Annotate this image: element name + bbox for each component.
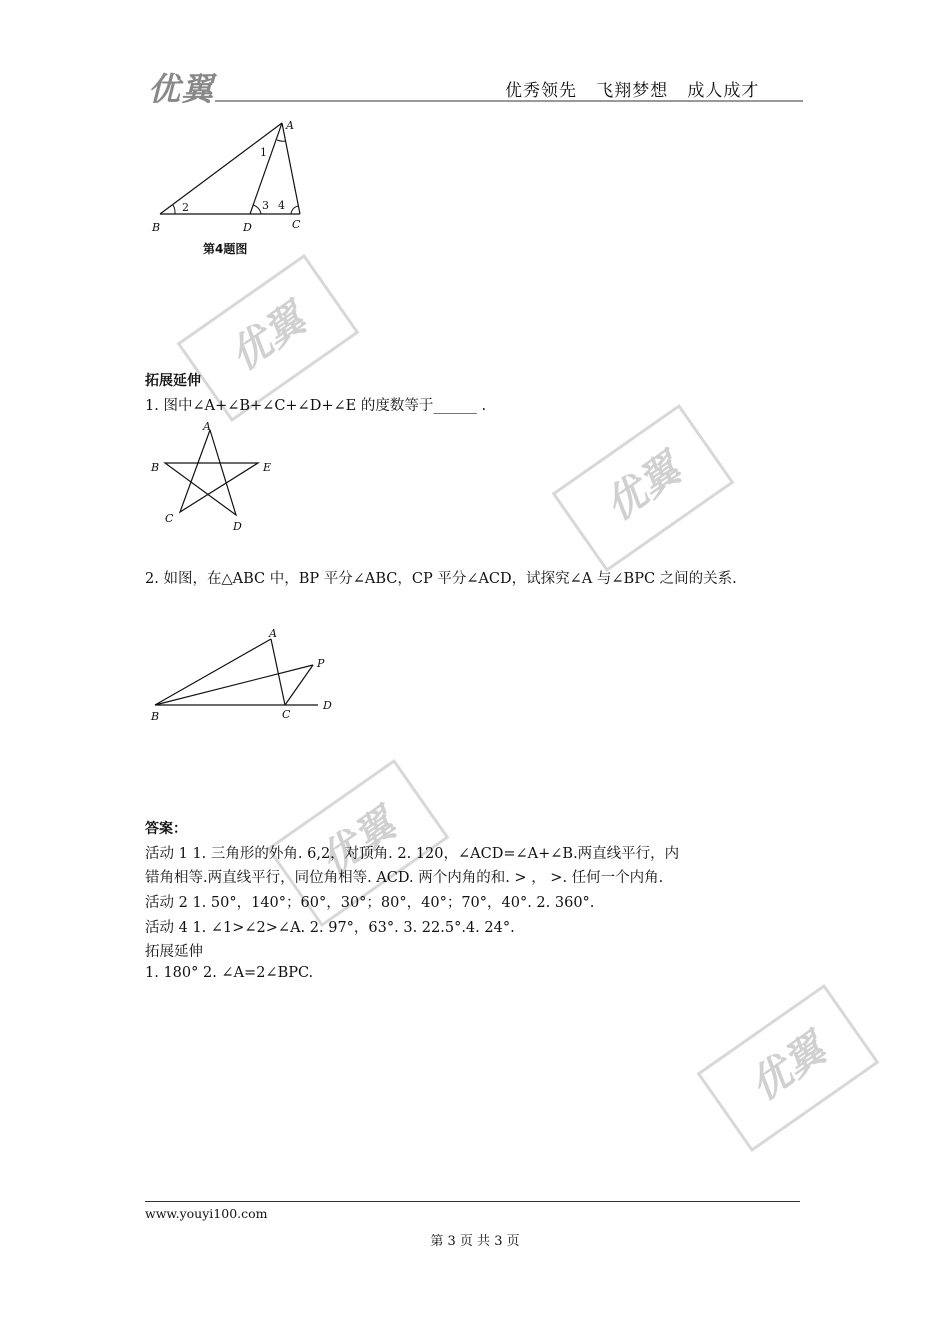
fig2-label-C: C [282, 708, 291, 721]
fig2-label-D: D [323, 699, 332, 712]
figure-caption: 第4题图 [203, 242, 248, 256]
fig2-label-B: B [151, 710, 160, 723]
header-slogan: 优秀领先 飞翔梦想 成人成才 [505, 81, 760, 101]
label-angle-3: 3 [262, 199, 269, 212]
label-D: D [243, 221, 252, 234]
answer-line-3: 活动 2 1. 50°，140°；60°，30°；80°，40°；70°，40°. 2. 360°. [145, 895, 595, 911]
fig2-label-P: P [317, 657, 325, 670]
watermark: 优翼 [697, 984, 880, 1152]
answer-line-4: 活动 4 1. ∠1>∠2>∠A. 2. 97°，63°. 3. 22.5°.4. 24°. [145, 920, 515, 936]
label-B: B [152, 221, 161, 234]
answer-line-1: 活动 1 1. 三角形的外角. 6,2，对顶角. 2. 120，∠ACD=∠A+∠B.两直线平行，内 [145, 846, 680, 862]
star-figure [145, 418, 285, 538]
label-angle-2: 2 [182, 201, 189, 214]
triangle-figure [145, 115, 345, 240]
label-angle-1: 1 [260, 146, 267, 159]
watermark: 优翼 [267, 759, 450, 927]
answers-heading: 答案： [145, 821, 187, 837]
question-2: 2. 如图，在△ABC 中，BP 平分∠ABC，CP 平分∠ACD，试探究∠A 与∠BPC 之间的关系. [145, 571, 737, 587]
header-rule [215, 100, 803, 102]
star-label-D: D [233, 520, 242, 533]
header-logo: 优翼 [148, 70, 215, 108]
star-label-A: A [203, 420, 211, 433]
answer-line-6: 1. 180° 2. ∠A=2∠BPC. [145, 965, 314, 981]
extension-heading: 拓展延伸 [145, 373, 201, 389]
fig2-label-A: A [269, 627, 277, 640]
star-label-C: C [165, 512, 174, 525]
footer-url: www.youyi100.com [145, 1206, 268, 1221]
label-angle-4: 4 [278, 199, 285, 212]
watermark: 优翼 [552, 404, 735, 572]
label-C: C [292, 218, 301, 231]
bisector-figure [145, 625, 345, 725]
label-A: A [286, 119, 294, 132]
footer-rule [145, 1201, 800, 1202]
star-label-B: B [151, 461, 160, 474]
watermark: 优翼 [177, 254, 360, 422]
question-1: 1. 图中∠A+∠B+∠C+∠D+∠E 的度数等于______ . [145, 398, 487, 414]
answer-line-2: 错角相等.两直线平行，同位角相等. ACD. 两个内角的和. > ， >. 任何一个内角. [145, 870, 664, 886]
star-label-E: E [263, 461, 272, 474]
answer-line-5: 拓展延伸 [145, 944, 203, 960]
page-number: 第 3 页 共 3 页 [430, 1234, 520, 1249]
